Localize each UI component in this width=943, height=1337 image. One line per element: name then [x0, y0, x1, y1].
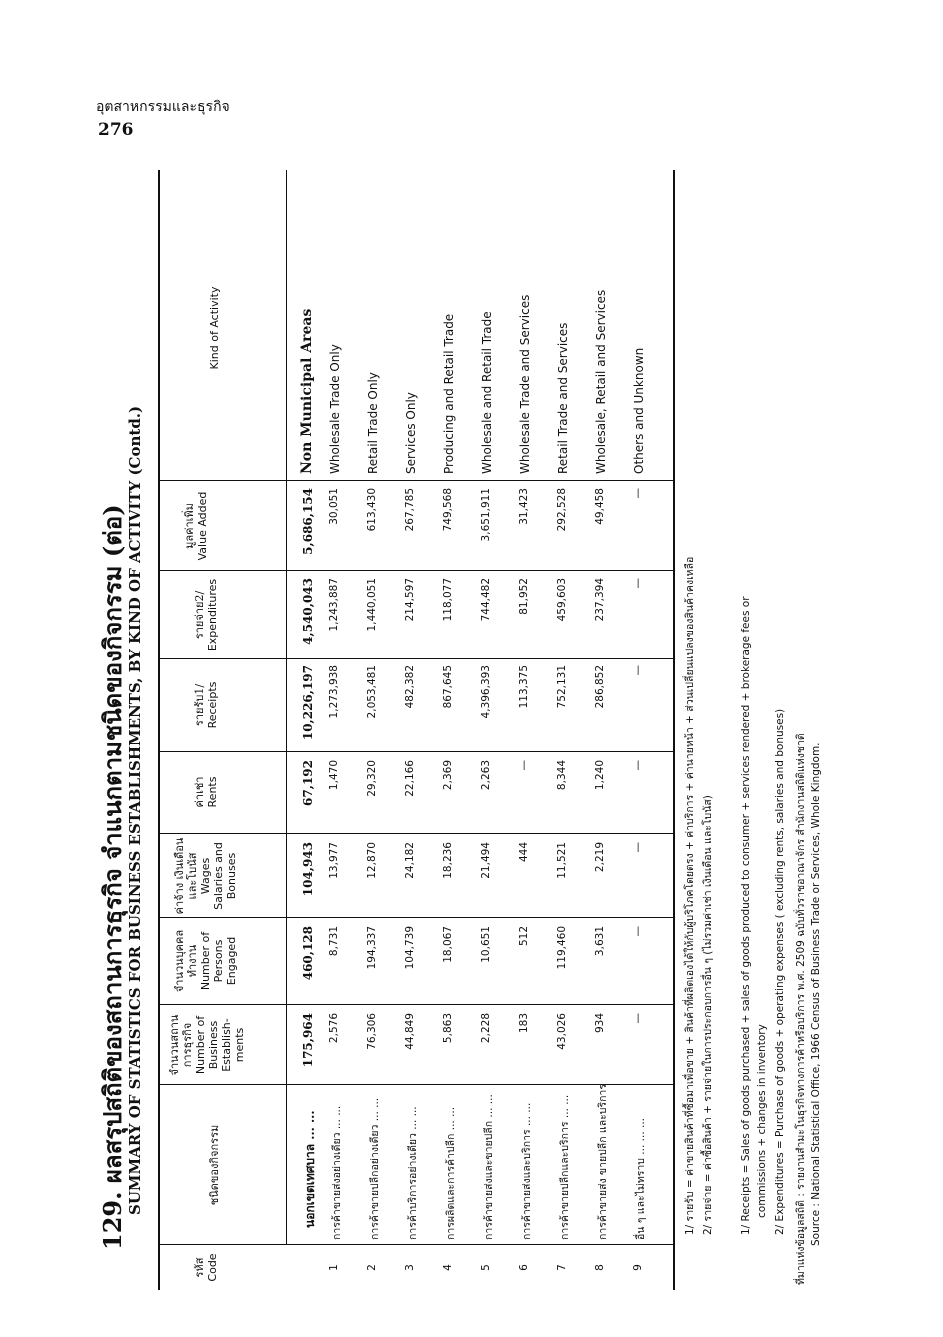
footnote-1-english-cont: commissions + changes in inventory [756, 1024, 768, 1218]
cell-thai: การค้าขายส่ง ขายปลีก และบริการ [597, 1084, 609, 1240]
cell-wages: 24,182 [404, 842, 416, 879]
cell-establishments: 43,026 [556, 1013, 568, 1050]
col-sep [158, 833, 673, 834]
total-persons: 460,128 [301, 926, 315, 981]
header-persons: จำนวนบุคคลทำงาน Number of Persons Engaged [173, 929, 238, 993]
cell-code: 2 [366, 1264, 378, 1271]
cell-expenditures: 118,077 [442, 578, 454, 622]
cell-code: 4 [442, 1264, 454, 1271]
cell-establishments: 44,849 [404, 1013, 416, 1050]
cell-rents: 2,369 [442, 760, 454, 791]
cell-thai: การค้าขายส่งอย่างเดียว ... ... [331, 1105, 343, 1240]
cell-wages: 2,219 [594, 842, 606, 873]
cell-establishments: 2,228 [480, 1013, 492, 1044]
cell-expenditures: 459,603 [556, 578, 568, 622]
cell-expenditures: 1,440,051 [366, 578, 378, 632]
cell-persons: 104,739 [404, 926, 416, 970]
cell-wages: 444 [518, 842, 530, 863]
cell-wages: 21,494 [480, 842, 492, 879]
cell-thai: การค้าบริการอย่างเดียว ... ... [407, 1106, 419, 1240]
cell-rents: 8,344 [556, 760, 568, 791]
cell-thai: การค้าขายส่งและบริการ ... ... [521, 1102, 533, 1240]
cell-thai: อื่น ๆ และไม่ทราบ ... ... ... [635, 1117, 647, 1240]
cell-establishments: 934 [594, 1013, 606, 1034]
cell-rents: — [518, 760, 530, 771]
cell-establishments: 183 [518, 1013, 530, 1034]
cell-receipts: 4,396,393 [480, 665, 492, 719]
header-expenditures: รายจ่าย2/ Expenditures [193, 578, 219, 652]
col-sep [158, 480, 673, 481]
cell-expenditures: 744,482 [480, 578, 492, 622]
cell-thai: การผลิตและการค้าปลีก ... ... [445, 1106, 457, 1240]
cell-rents: — [632, 760, 644, 771]
cell-wages: 12,870 [366, 842, 378, 879]
table-bottom-rule [673, 170, 675, 1290]
table-top-rule [158, 170, 160, 1290]
source-thai: ที่มาแห่งข้อมูลสถิติ : รายงานสำมะโนธุรกิจทางการค้าหรือบริการ พ.ศ. 2509 ฉบับทั่วราชอาณาจักร สำนักงานสถิติแห่งชาติ [795, 733, 807, 1285]
cell-receipts: 1,273,938 [328, 665, 340, 719]
cell-code: 1 [328, 1264, 340, 1271]
cell-persons: — [632, 926, 644, 937]
header-wages: ค่าจ้าง เงินเดือน และโบนัส Wages Salaries and Bonuses [173, 837, 238, 915]
col-sep [158, 917, 673, 918]
page-number: 276 [98, 120, 134, 140]
total-wages: 104,943 [301, 842, 315, 897]
cell-persons: 18,067 [442, 926, 454, 963]
cell-receipts: 2,053,481 [366, 665, 378, 719]
col-sep [158, 751, 673, 752]
cell-persons: 8,731 [328, 926, 340, 957]
total-english: Non Municipal Areas [299, 308, 315, 474]
header-establishments: จำนวนสถานการธุรกิจ Number of Business Establish-ments [168, 1014, 246, 1076]
header-value-added: มูลค่าเพิ่ม Value Added [183, 491, 209, 561]
cell-wages: 18,236 [442, 842, 454, 879]
cell-english: Retail Trade Only [366, 372, 380, 474]
cell-receipts: 867,645 [442, 665, 454, 709]
cell-receipts: 113,375 [518, 665, 530, 709]
cell-expenditures: 1,243,887 [328, 578, 340, 632]
cell-expenditures: — [632, 578, 644, 589]
cell-english: Services Only [404, 392, 418, 474]
cell-rents: 1,240 [594, 760, 606, 791]
header-code: รหัส Code [193, 1253, 219, 1282]
total-rents: 67,192 [301, 760, 315, 806]
cell-value-added: 749,568 [442, 488, 454, 532]
col-sep [158, 570, 673, 571]
footnote-1-english: 1/ Receipts = Sales of goods purchased + sales of goods produced to consumer + services rendered + brokerage fees or [740, 596, 752, 1235]
cell-establishments: 2,576 [328, 1013, 340, 1044]
cell-english: Wholesale, Retail and Services [594, 289, 608, 474]
cell-persons: 119,460 [556, 926, 568, 970]
cell-wages: 13,977 [328, 842, 340, 879]
total-value-added: 5,686,154 [301, 488, 315, 555]
footnote-2-thai: 2/ รายจ่าย = ค่าซื้อสินค้า + รายจ่ายในการประกอบการอื่น ๆ (ไม่รวมค่าเช่า เงินเดือน และโบนัส) [702, 795, 714, 1235]
cell-value-added: 31,423 [518, 488, 530, 525]
cell-receipts: 752,131 [556, 665, 568, 709]
cell-establishments: — [632, 1013, 644, 1024]
cell-rents: 29,320 [366, 760, 378, 797]
header-rents: ค่าเช่า Rents [193, 776, 219, 808]
cell-value-added: — [632, 488, 644, 499]
cell-code: 6 [518, 1264, 530, 1271]
header-activity-english: Kind of Activity [208, 286, 221, 370]
cell-value-added: 30,051 [328, 488, 340, 525]
col-sep [158, 1004, 673, 1005]
table-title-english: SUMMARY OF STATISTICS FOR BUSINESS ESTABLISHMENTS, BY KIND OF ACTIVITY (Contd.) [126, 405, 144, 1215]
cell-persons: 10,651 [480, 926, 492, 963]
cell-value-added: 613,430 [366, 488, 378, 532]
cell-persons: 194,337 [366, 926, 378, 970]
cell-english: Wholesale Trade Only [328, 344, 342, 474]
cell-code: 5 [480, 1264, 492, 1271]
footnote-1-thai: 1/ รายรับ = ค่าขายสินค้าที่ซื้อมาเพื่อขาย + สินค้าที่ผลิตเองได้ให้กับผู้บริโภคโดยตรง + ค่าบริการ + ค่านายหน้า + ส่วนเปลี่ยนแปลงของสินค้าคงเหลือ [684, 556, 696, 1235]
cell-thai: การค้าขายปลีกและบริการ ... ... [559, 1094, 571, 1240]
table-title-thai: 129. ผลสรุปสถิติของสถานการธุรกิจ จำแนกตามชนิดของกิจกรรม (ต่อ) [98, 504, 127, 1250]
total-establishments: 175,964 [301, 1013, 315, 1068]
cell-english: Retail Trade and Services [556, 322, 570, 474]
cell-value-added: 292,528 [556, 488, 568, 532]
cell-rents: 22,166 [404, 760, 416, 797]
cell-receipts: 482,382 [404, 665, 416, 709]
cell-code: 9 [632, 1264, 644, 1271]
col-sep [158, 658, 673, 659]
header-activity-thai: ชนิดของกิจกรรม [208, 1124, 221, 1206]
section-header: อุตสาหกรรมและธุรกิจ [96, 99, 230, 115]
cell-wages: — [632, 842, 644, 853]
cell-english: Wholesale and Retail Trade [480, 311, 494, 474]
cell-code: 7 [556, 1264, 568, 1271]
cell-expenditures: 214,597 [404, 578, 416, 622]
cell-value-added: 3,651,911 [480, 488, 492, 542]
cell-code: 8 [594, 1264, 606, 1271]
cell-receipts: 286,852 [594, 665, 606, 709]
cell-establishments: 76,306 [366, 1013, 378, 1050]
cell-rents: 2,263 [480, 760, 492, 791]
cell-rents: 1,470 [328, 760, 340, 791]
cell-thai: การค้าขายปลีกอย่างเดียว ... ... [369, 1097, 381, 1240]
source-english: Source : National Statistical Office, 1966 Census of Business Trade or Services, Whole Kingdom. [810, 742, 822, 1246]
cell-expenditures: 81,952 [518, 578, 530, 615]
cell-code: 3 [404, 1264, 416, 1271]
cell-value-added: 267,785 [404, 488, 416, 532]
cell-expenditures: 237,394 [594, 578, 606, 622]
total-thai: นอกเขตเทศบาล ... ... [303, 1110, 317, 1228]
rotated-table-page [83, 170, 713, 1290]
cell-thai: การค้าขายส่งและขายปลีก ... ... [483, 1094, 495, 1240]
footnote-2-english: 2/ Expenditures = Purchase of goods + operating expenses ( excluding rents, salaries and bonuses) [774, 708, 786, 1235]
header-receipts: รายรับ1/ Receipts [193, 681, 219, 729]
total-receipts: 10,226,197 [301, 665, 315, 741]
total-expenditures: 4,540,043 [301, 578, 315, 645]
cell-persons: 512 [518, 926, 530, 947]
cell-wages: 11,521 [556, 842, 568, 879]
footnote-block [740, 170, 880, 1290]
cell-value-added: 49,458 [594, 488, 606, 525]
cell-establishments: 5,863 [442, 1013, 454, 1044]
cell-english: Wholesale Trade and Services [518, 294, 532, 474]
cell-english: Producing and Retail Trade [442, 313, 456, 474]
cell-english: Others and Unknown [632, 347, 646, 474]
cell-receipts: — [632, 665, 644, 676]
cell-persons: 3,631 [594, 926, 606, 957]
